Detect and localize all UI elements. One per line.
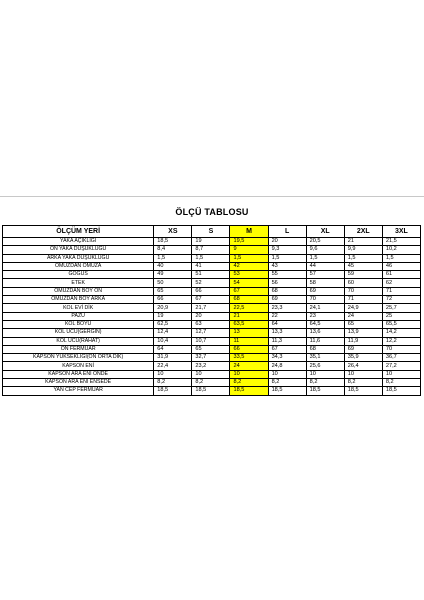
table-row	[3, 238, 421, 246]
table-row	[3, 271, 421, 279]
measurement-value: 21	[230, 312, 268, 320]
measurement-value: 69	[306, 287, 344, 295]
measurement-value: 18,5	[268, 387, 306, 395]
measurement-value: 18,5	[230, 387, 268, 395]
measurement-value: 22,4	[154, 362, 192, 370]
measurement-value: 35,1	[306, 354, 344, 362]
measurement-value: 8,7	[192, 246, 230, 254]
measurement-value: 63,5	[230, 320, 268, 328]
table-body	[3, 238, 421, 396]
table-row	[3, 387, 421, 395]
table-row	[3, 337, 421, 345]
measurement-value: 70	[306, 296, 344, 304]
measurement-label: KAPSON ARA ENİ ENSEDE	[3, 379, 154, 387]
measurement-value: 64,5	[306, 320, 344, 328]
table-row	[3, 320, 421, 328]
measurement-value: 42	[230, 262, 268, 270]
measurement-value: 23,3	[268, 304, 306, 312]
measurement-value: 1,5	[268, 254, 306, 262]
measurement-value: 24,1	[306, 304, 344, 312]
measurement-value: 65,5	[382, 320, 420, 328]
measurement-label: KOL UCU(RAHAT)	[3, 337, 154, 345]
measurement-value: 1,5	[192, 254, 230, 262]
measurement-value: 10	[230, 370, 268, 378]
measurement-value: 21,7	[192, 304, 230, 312]
measurement-value: 69	[344, 345, 382, 353]
measurement-label: KAPSON ENİ	[3, 362, 154, 370]
measurement-label: GÖĞÜS	[3, 271, 154, 279]
measurement-label: OMUZDAN BOY ÖN	[3, 287, 154, 295]
measurement-value: 32,7	[192, 354, 230, 362]
measurement-value: 36,7	[382, 354, 420, 362]
column-header-m: M	[230, 226, 268, 238]
table-row	[3, 304, 421, 312]
measurement-value: 9,3	[268, 246, 306, 254]
measurement-value: 67	[192, 296, 230, 304]
measurement-label: OMUZDAN OMUZA	[3, 262, 154, 270]
measurement-value: 10,7	[192, 337, 230, 345]
measurement-value: 40	[154, 262, 192, 270]
measurement-value: 27,2	[382, 362, 420, 370]
sheet-top-border	[0, 196, 424, 197]
measurement-value: 25,7	[382, 304, 420, 312]
measurement-label: ÖN YAKA DÜŞÜKLÜĞÜ	[3, 246, 154, 254]
measurement-value: 20,5	[306, 238, 344, 246]
measurement-value: 59	[344, 271, 382, 279]
measurement-value: 35,9	[344, 354, 382, 362]
table-row	[3, 279, 421, 287]
measurement-value: 11,3	[268, 337, 306, 345]
measurement-value: 43	[268, 262, 306, 270]
table-row	[3, 370, 421, 378]
measurement-value: 12,2	[382, 337, 420, 345]
measurement-value: 18,5	[192, 387, 230, 395]
header-row	[3, 226, 421, 238]
column-header-s: S	[192, 226, 230, 238]
column-header-l: L	[268, 226, 306, 238]
measurement-value: 66	[230, 345, 268, 353]
measurement-value: 41	[192, 262, 230, 270]
measurement-value: 34,3	[268, 354, 306, 362]
measurement-value: 1,5	[154, 254, 192, 262]
measurement-value: 21,5	[382, 238, 420, 246]
measurement-value: 46	[382, 262, 420, 270]
column-header-measurement: ÖLÇÜM YERİ	[3, 226, 154, 238]
measurement-value: 9,9	[344, 246, 382, 254]
measurement-label: ARKA YAKA DÜŞÜKLÜĞÜ	[3, 254, 154, 262]
measurement-value: 18,5	[154, 387, 192, 395]
table-row	[3, 246, 421, 254]
measurement-value: 10,4	[154, 337, 192, 345]
column-header-xl: XL	[306, 226, 344, 238]
measurement-value: 25,6	[306, 362, 344, 370]
measurement-label: KAPSON ARA ENİ ÖNDE	[3, 370, 154, 378]
measurement-value: 10	[192, 370, 230, 378]
table-row	[3, 254, 421, 262]
measurement-value: 11,6	[306, 337, 344, 345]
measurement-value: 19	[154, 312, 192, 320]
measurement-label: ÖN FERMUAR	[3, 345, 154, 353]
table-row	[3, 329, 421, 337]
measurement-value: 55	[268, 271, 306, 279]
measurement-value: 71	[344, 296, 382, 304]
measurement-value: 58	[306, 279, 344, 287]
measurement-value: 22,5	[230, 304, 268, 312]
measurement-value: 19	[192, 238, 230, 246]
measurement-value: 25	[382, 312, 420, 320]
measurement-value: 24,8	[268, 362, 306, 370]
measurement-value: 51	[192, 271, 230, 279]
measurement-label: YAKA AÇIKLIĞI	[3, 238, 154, 246]
measurement-value: 8,4	[154, 246, 192, 254]
measurement-value: 62,5	[154, 320, 192, 328]
measurement-value: 68	[230, 296, 268, 304]
measurement-value: 23	[306, 312, 344, 320]
measurement-value: 66	[154, 296, 192, 304]
measurement-value: 13,6	[306, 329, 344, 337]
table-title: ÖLÇÜ TABLOSU	[175, 207, 249, 217]
measurement-value: 50	[154, 279, 192, 287]
measurement-value: 61	[382, 271, 420, 279]
measurement-value: 9	[230, 246, 268, 254]
measurement-value: 24	[344, 312, 382, 320]
measurement-value: 10	[306, 370, 344, 378]
measurement-value: 20,9	[154, 304, 192, 312]
measurement-value: 24,9	[344, 304, 382, 312]
table-row	[3, 312, 421, 320]
measurement-label: KOL UCU(GERGİN)	[3, 329, 154, 337]
measurement-value: 44	[306, 262, 344, 270]
measurement-value: 8,2	[344, 379, 382, 387]
measurement-value: 10	[154, 370, 192, 378]
measurement-value: 8,2	[154, 379, 192, 387]
measurement-value: 13,3	[268, 329, 306, 337]
measurement-value: 1,5	[382, 254, 420, 262]
measurement-value: 20	[192, 312, 230, 320]
measurement-value: 18,5	[382, 387, 420, 395]
measurement-value: 63	[192, 320, 230, 328]
measurement-value: 10	[344, 370, 382, 378]
measurement-value: 24	[230, 362, 268, 370]
table-row	[3, 262, 421, 270]
measurement-value: 13,9	[344, 329, 382, 337]
size-chart-table	[2, 225, 421, 396]
measurement-value: 60	[344, 279, 382, 287]
measurement-value: 57	[306, 271, 344, 279]
measurement-value: 12,7	[192, 329, 230, 337]
measurement-value: 10	[382, 370, 420, 378]
measurement-value: 8,2	[230, 379, 268, 387]
measurement-value: 22	[268, 312, 306, 320]
measurement-label: OMUZDAN BOY ARKA	[3, 296, 154, 304]
measurement-value: 31,9	[154, 354, 192, 362]
measurement-value: 1,5	[344, 254, 382, 262]
measurement-value: 8,2	[382, 379, 420, 387]
measurement-label: KOL EVİ DİK	[3, 304, 154, 312]
measurement-value: 70	[382, 345, 420, 353]
measurement-value: 18,5	[154, 238, 192, 246]
table-row	[3, 354, 421, 362]
column-header-3xl: 3XL	[382, 226, 420, 238]
measurement-value: 52	[192, 279, 230, 287]
measurement-value: 8,2	[268, 379, 306, 387]
measurement-value: 69	[268, 296, 306, 304]
measurement-value: 72	[382, 296, 420, 304]
measurement-label: KOL BOYU	[3, 320, 154, 328]
measurement-value: 9,6	[306, 246, 344, 254]
measurement-value: 56	[268, 279, 306, 287]
measurement-value: 71	[382, 287, 420, 295]
measurement-label: ETEK	[3, 279, 154, 287]
table-row	[3, 287, 421, 295]
measurement-value: 67	[268, 345, 306, 353]
measurement-value: 68	[268, 287, 306, 295]
measurement-value: 65	[192, 345, 230, 353]
measurement-value: 33,5	[230, 354, 268, 362]
measurement-value: 54	[230, 279, 268, 287]
measurement-value: 18,5	[306, 387, 344, 395]
measurement-value: 18,5	[344, 387, 382, 395]
measurement-value: 49	[154, 271, 192, 279]
measurement-value: 10	[268, 370, 306, 378]
measurement-label: PAZU	[3, 312, 154, 320]
measurement-value: 64	[154, 345, 192, 353]
measurement-value: 64	[268, 320, 306, 328]
measurement-value: 45	[344, 262, 382, 270]
measurement-value: 14,2	[382, 329, 420, 337]
measurement-value: 19,5	[230, 238, 268, 246]
measurement-value: 13	[230, 329, 268, 337]
measurement-value: 11	[230, 337, 268, 345]
measurement-value: 1,5	[306, 254, 344, 262]
measurement-value: 26,4	[344, 362, 382, 370]
measurement-value: 65	[154, 287, 192, 295]
column-header-2xl: 2XL	[344, 226, 382, 238]
measurement-label: YAN CEP FERMUAR	[3, 387, 154, 395]
measurement-value: 62	[382, 279, 420, 287]
column-header-xs: XS	[154, 226, 192, 238]
measurement-value: 11,9	[344, 337, 382, 345]
measurement-label: KAPSON YÜKSEKLİĞİ(ON ORTA DİK)	[3, 354, 154, 362]
measurement-value: 67	[230, 287, 268, 295]
table-row	[3, 379, 421, 387]
measurement-value: 1,5	[230, 254, 268, 262]
measurement-value: 12,4	[154, 329, 192, 337]
table-row	[3, 345, 421, 353]
measurement-value: 10,2	[382, 246, 420, 254]
measurement-value: 68	[306, 345, 344, 353]
measurement-value: 8,2	[306, 379, 344, 387]
measurement-value: 23,2	[192, 362, 230, 370]
measurement-value: 65	[344, 320, 382, 328]
measurement-value: 8,2	[192, 379, 230, 387]
measurement-value: 66	[192, 287, 230, 295]
measurement-value: 21	[344, 238, 382, 246]
measurement-value: 53	[230, 271, 268, 279]
measurement-value: 20	[268, 238, 306, 246]
table-row	[3, 362, 421, 370]
table-row	[3, 296, 421, 304]
measurement-value: 70	[344, 287, 382, 295]
